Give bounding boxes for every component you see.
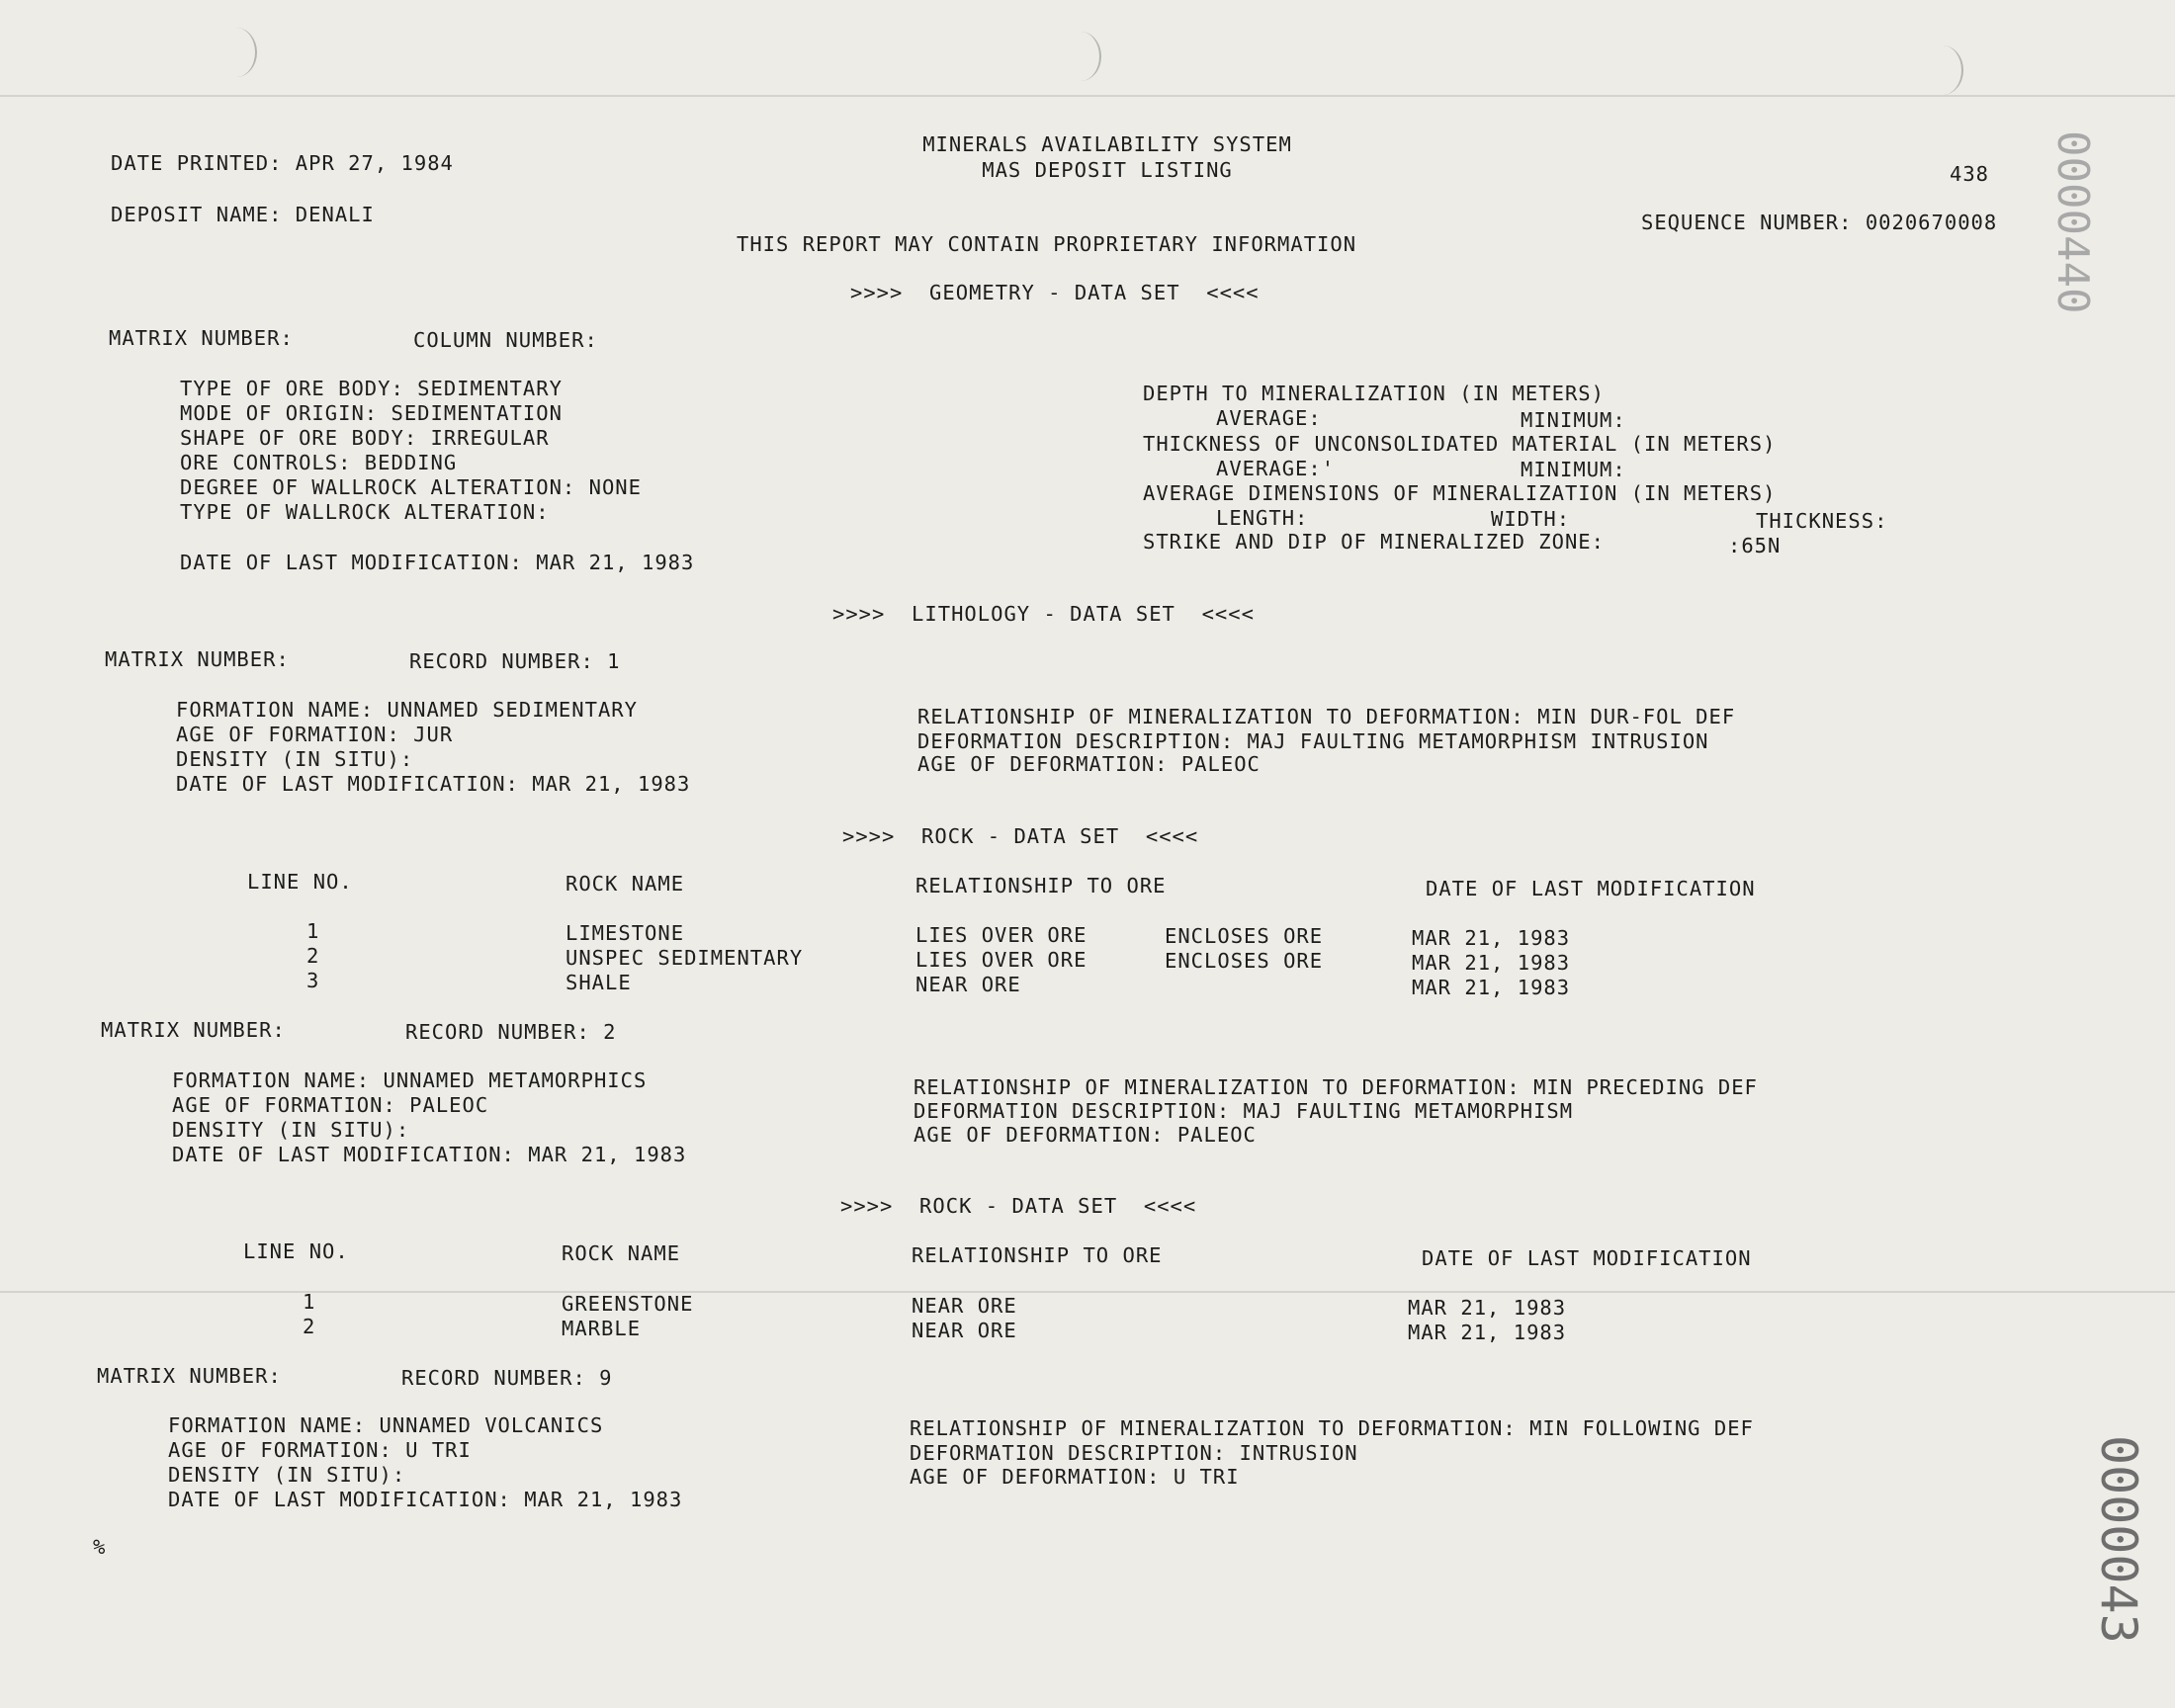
side-stamp-top: 0000440 bbox=[2047, 130, 2098, 314]
geometry-heading: >>>> GEOMETRY - DATA SET <<<< bbox=[850, 281, 1260, 304]
deformation-description: DEFORMATION DESCRIPTION: MAJ FAULTING METAMORPHISM INTRUSION bbox=[917, 729, 1709, 753]
line-number: 1 bbox=[303, 1290, 316, 1314]
date-printed: DATE PRINTED: APR 27, 1984 bbox=[111, 151, 454, 175]
mineralization-relationship: RELATIONSHIP OF MINERALIZATION TO DEFORMATION: MIN PRECEDING DEF bbox=[914, 1075, 1758, 1099]
density-in-situ: DENSITY (IN SITU): bbox=[176, 747, 414, 771]
listing-title: MAS DEPOSIT LISTING bbox=[982, 158, 1233, 182]
density-in-situ: DENSITY (IN SITU): bbox=[168, 1463, 406, 1487]
dimensions-heading: AVERAGE DIMENSIONS OF MINERALIZATION (IN METERS) bbox=[1143, 481, 1777, 505]
record-number: RECORD NUMBER: 1 bbox=[409, 649, 621, 673]
formation-name: FORMATION NAME: UNNAMED METAMORPHICS bbox=[172, 1068, 648, 1092]
relationship-to-ore: LIES OVER ORE bbox=[915, 923, 1088, 947]
column-header-relationship: RELATIONSHIP TO ORE bbox=[912, 1243, 1163, 1267]
relationship-to-ore-secondary: ENCLOSES ORE bbox=[1165, 949, 1324, 973]
line-number: 1 bbox=[306, 919, 320, 943]
modification-date: MAR 21, 1983 bbox=[1412, 926, 1571, 950]
mineralization-relationship: RELATIONSHIP OF MINERALIZATION TO DEFORMATION: MIN DUR-FOL DEF bbox=[917, 705, 1736, 728]
record-last-modified: DATE OF LAST MODIFICATION: MAR 21, 1983 bbox=[172, 1143, 687, 1166]
footer-mark: % bbox=[93, 1535, 107, 1559]
age-of-deformation: AGE OF DEFORMATION: U TRI bbox=[910, 1465, 1240, 1489]
formation-name: FORMATION NAME: UNNAMED VOLCANICS bbox=[168, 1413, 604, 1437]
rock-name: GREENSTONE bbox=[562, 1292, 694, 1316]
deposit-name: DEPOSIT NAME: DENALI bbox=[111, 203, 375, 226]
record-last-modified: DATE OF LAST MODIFICATION: MAR 21, 1983 bbox=[168, 1488, 683, 1511]
relationship-to-ore: LIES OVER ORE bbox=[915, 948, 1088, 972]
column-header-line-no: LINE NO. bbox=[247, 870, 353, 894]
fold-line-top bbox=[0, 95, 2175, 97]
formation-name: FORMATION NAME: UNNAMED SEDIMENTARY bbox=[176, 698, 638, 722]
mineralization-relationship: RELATIONSHIP OF MINERALIZATION TO DEFORMATION: MIN FOLLOWING DEF bbox=[910, 1416, 1754, 1440]
sequence-number: SEQUENCE NUMBER: 0020670008 bbox=[1641, 211, 1998, 234]
line-number: 2 bbox=[306, 944, 320, 968]
record-matrix-number: MATRIX NUMBER: bbox=[97, 1364, 282, 1388]
depth-average: AVERAGE: bbox=[1216, 406, 1322, 430]
column-header-last-modified: DATE OF LAST MODIFICATION bbox=[1426, 877, 1756, 900]
rock-name: MARBLE bbox=[562, 1317, 642, 1340]
rock-heading: >>>> ROCK - DATA SET <<<< bbox=[842, 824, 1199, 848]
system-title: MINERALS AVAILABILITY SYSTEM bbox=[922, 132, 1292, 156]
ore-controls: ORE CONTROLS: BEDDING bbox=[180, 451, 458, 474]
fold-line-bottom bbox=[0, 1291, 2175, 1293]
modification-date: MAR 21, 1983 bbox=[1408, 1321, 1567, 1344]
rock-name: LIMESTONE bbox=[566, 921, 685, 945]
column-header-rock-name: ROCK NAME bbox=[562, 1241, 681, 1265]
age-of-formation: AGE OF FORMATION: JUR bbox=[176, 723, 454, 746]
degree-of-wallrock-alteration: DEGREE OF WALLROCK ALTERATION: NONE bbox=[180, 475, 642, 499]
binder-hole-mark bbox=[1060, 32, 1101, 81]
record-last-modified: DATE OF LAST MODIFICATION: MAR 21, 1983 bbox=[176, 772, 691, 796]
age-of-deformation: AGE OF DEFORMATION: PALEOC bbox=[917, 752, 1261, 776]
record-number: RECORD NUMBER: 9 bbox=[401, 1366, 613, 1390]
geometry-column-number: COLUMN NUMBER: bbox=[413, 328, 598, 352]
age-of-formation: AGE OF FORMATION: U TRI bbox=[168, 1438, 472, 1462]
column-header-rock-name: ROCK NAME bbox=[566, 872, 685, 896]
line-number: 3 bbox=[306, 969, 320, 992]
type-of-ore-body: TYPE OF ORE BODY: SEDIMENTARY bbox=[180, 377, 563, 400]
dimension-thickness: THICKNESS: bbox=[1756, 509, 1888, 533]
dimension-width: WIDTH: bbox=[1491, 507, 1571, 531]
column-header-last-modified: DATE OF LAST MODIFICATION bbox=[1422, 1246, 1752, 1270]
column-header-relationship: RELATIONSHIP TO ORE bbox=[915, 874, 1167, 897]
binder-hole-mark bbox=[1922, 45, 1963, 95]
deformation-description: DEFORMATION DESCRIPTION: MAJ FAULTING METAMORPHISM bbox=[914, 1099, 1574, 1123]
mode-of-origin: MODE OF ORIGIN: SEDIMENTATION bbox=[180, 401, 563, 425]
line-number: 2 bbox=[303, 1315, 316, 1338]
proprietary-notice: THIS REPORT MAY CONTAIN PROPRIETARY INFORMATION bbox=[737, 232, 1357, 256]
geometry-matrix-number: MATRIX NUMBER: bbox=[109, 326, 294, 350]
thickness-minimum: MINIMUM: bbox=[1521, 458, 1626, 481]
strike-dip-label: STRIKE AND DIP OF MINERALIZED ZONE: bbox=[1143, 530, 1605, 554]
age-of-formation: AGE OF FORMATION: PALEOC bbox=[172, 1093, 489, 1117]
rock-heading: >>>> ROCK - DATA SET <<<< bbox=[840, 1194, 1197, 1218]
column-header-line-no: LINE NO. bbox=[243, 1239, 349, 1263]
rock-name: SHALE bbox=[566, 971, 632, 994]
record-matrix-number: MATRIX NUMBER: bbox=[105, 647, 290, 671]
record-number: RECORD NUMBER: 2 bbox=[405, 1020, 617, 1044]
rock-name: UNSPEC SEDIMENTARY bbox=[566, 946, 804, 970]
page-number: 438 bbox=[1950, 162, 1990, 186]
geometry-last-modified: DATE OF LAST MODIFICATION: MAR 21, 1983 bbox=[180, 551, 695, 574]
depth-heading: DEPTH TO MINERALIZATION (IN METERS) bbox=[1143, 382, 1605, 405]
relationship-to-ore: NEAR ORE bbox=[915, 973, 1021, 996]
shape-of-ore-body: SHAPE OF ORE BODY: IRREGULAR bbox=[180, 426, 550, 450]
modification-date: MAR 21, 1983 bbox=[1412, 976, 1571, 999]
density-in-situ: DENSITY (IN SITU): bbox=[172, 1118, 410, 1142]
relationship-to-ore-secondary: ENCLOSES ORE bbox=[1165, 924, 1324, 948]
modification-date: MAR 21, 1983 bbox=[1412, 951, 1571, 975]
side-stamp-bottom: 0000043 bbox=[2090, 1435, 2147, 1644]
thickness-heading: THICKNESS OF UNCONSOLIDATED MATERIAL (IN METERS) bbox=[1143, 432, 1777, 456]
dimension-length: LENGTH: bbox=[1216, 506, 1309, 530]
modification-date: MAR 21, 1983 bbox=[1408, 1296, 1567, 1320]
type-of-wallrock-alteration: TYPE OF WALLROCK ALTERATION: bbox=[180, 500, 550, 524]
thickness-average: AVERAGE:' bbox=[1216, 457, 1336, 480]
record-matrix-number: MATRIX NUMBER: bbox=[101, 1018, 286, 1042]
strike-dip-value: :65N bbox=[1728, 534, 1782, 557]
relationship-to-ore: NEAR ORE bbox=[912, 1319, 1017, 1342]
depth-minimum: MINIMUM: bbox=[1521, 408, 1626, 432]
lithology-heading: >>>> LITHOLOGY - DATA SET <<<< bbox=[832, 602, 1255, 626]
relationship-to-ore: NEAR ORE bbox=[912, 1294, 1017, 1318]
deformation-description: DEFORMATION DESCRIPTION: INTRUSION bbox=[910, 1441, 1358, 1465]
binder-hole-mark bbox=[216, 28, 257, 77]
age-of-deformation: AGE OF DEFORMATION: PALEOC bbox=[914, 1123, 1257, 1147]
